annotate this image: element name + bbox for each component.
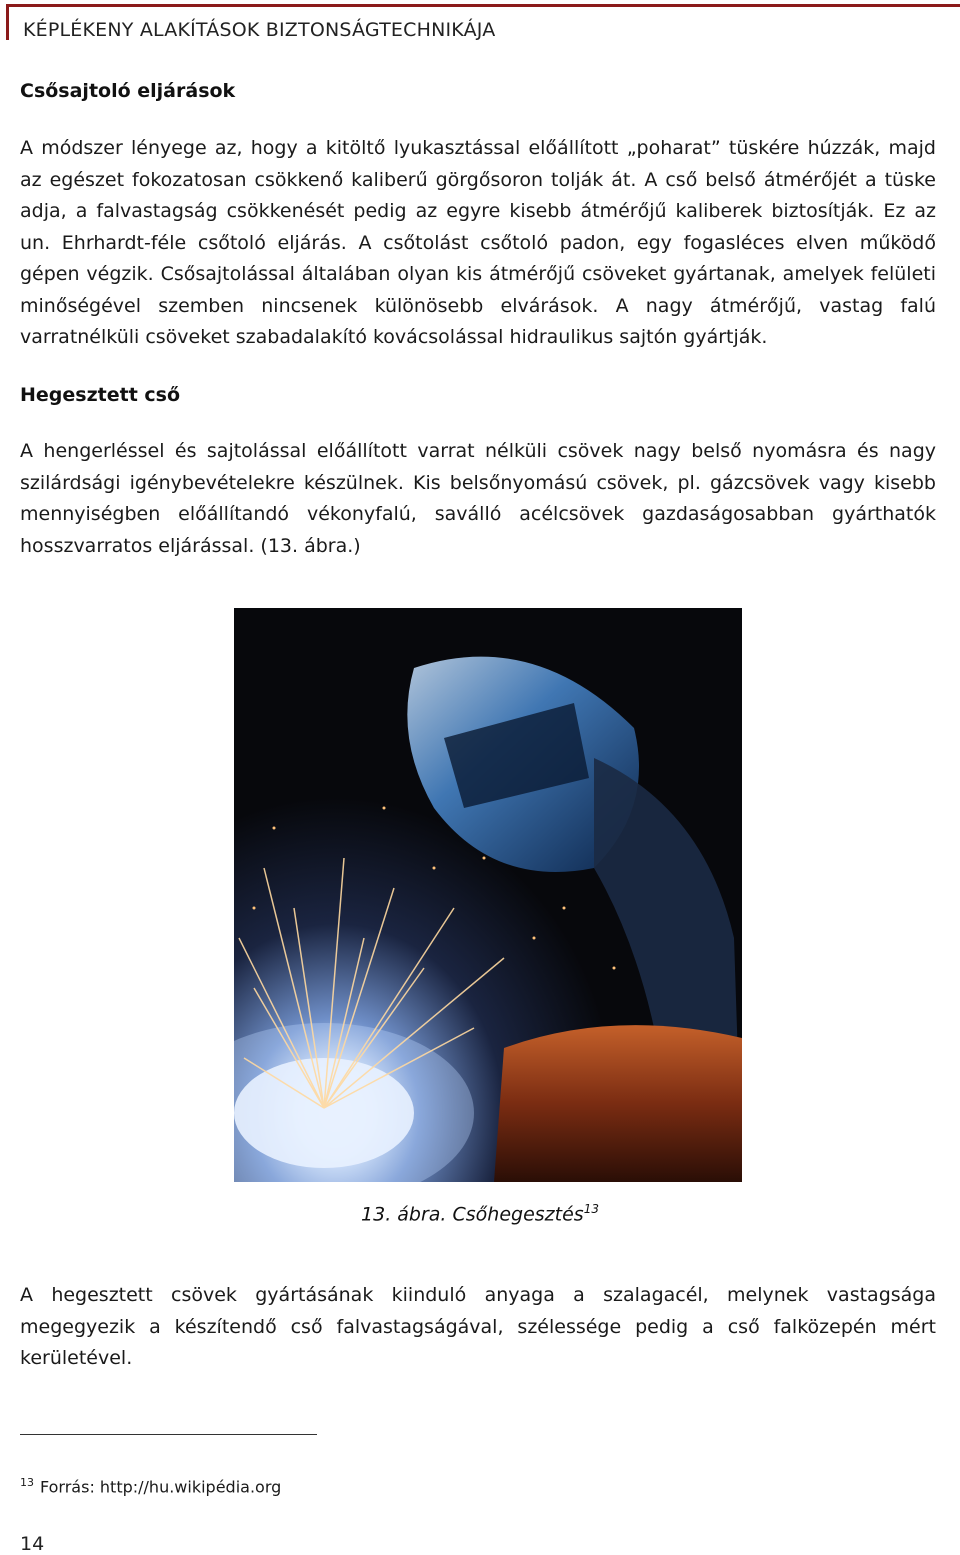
footnote-marker: 13	[20, 1476, 34, 1489]
page-header	[6, 4, 960, 40]
paragraph-hegesztett: A hengerléssel és sajtolással előállított varrat nélküli csövek nagy belső nyomásra és nagy szilárdsági igénybevételekre készülnek. Kis belsőnyomású csövek, pl. gázcsövek vagy kisebb mennyiségben előállítandó vékonyfalú, saválló acélcsövek gazdaságosabban gyárthatók hosszvarratos eljárással. (13. ábra.)	[20, 440, 936, 557]
footnote-divider	[20, 1434, 317, 1435]
paragraph-szalagacel: A hegesztett csövek gyártásának kiinduló anyaga a szalagacél, melynek vastagsága megegyezik a készítendő cső falvastagságával, szélessége pedig a cső falközepén mért kerületével.	[20, 1284, 936, 1369]
paragraph-csosajtolo: A módszer lényege az, hogy a kitöltő lyukasztással előállított „poharat” tüskére húzzák, majd az egészet fokozatosan csökkenő kaliberű görgősoron tolják át. A cső belső átmérőjét a tüske adja, a falvastagság csökkenését pedig az egyre kisebb átmérőjű kaliberek biztosítják. Ez az un. Ehrhardt-féle csőtoló eljárás. A csőtolást csőtoló padon, egy fogasléces elven működő gépen végzik. Csősajtolással általában olyan kis átmérőjű csöveket gyártanak, amelyek felületi minőségével szemben nincsenek különösebb elvárások. A nagy átmérőjű, vastag falú varratnélküli csöveket szabadalakító kovácsolással hidraulikus sajtón gyártják.	[20, 137, 936, 348]
footnote	[20, 1476, 281, 1496]
section-heading-csosajtolo: Csősajtoló eljárások	[20, 80, 236, 102]
figure-caption-ref: 13	[583, 1202, 599, 1216]
header-title: KÉPLÉKENY ALAKÍTÁSOK BIZTONSÁGTECHNIKÁJA	[23, 19, 496, 41]
section-heading-hegesztett: Hegesztett cső	[20, 384, 181, 406]
figure-caption-text: 13. ábra. Csőhegesztés	[361, 1203, 584, 1226]
footnote-text: Forrás: http://hu.wikipédia.org	[40, 1477, 282, 1497]
figure-caption	[0, 1202, 960, 1225]
welding-photo	[234, 608, 742, 1182]
page-number: 14	[20, 1533, 45, 1555]
